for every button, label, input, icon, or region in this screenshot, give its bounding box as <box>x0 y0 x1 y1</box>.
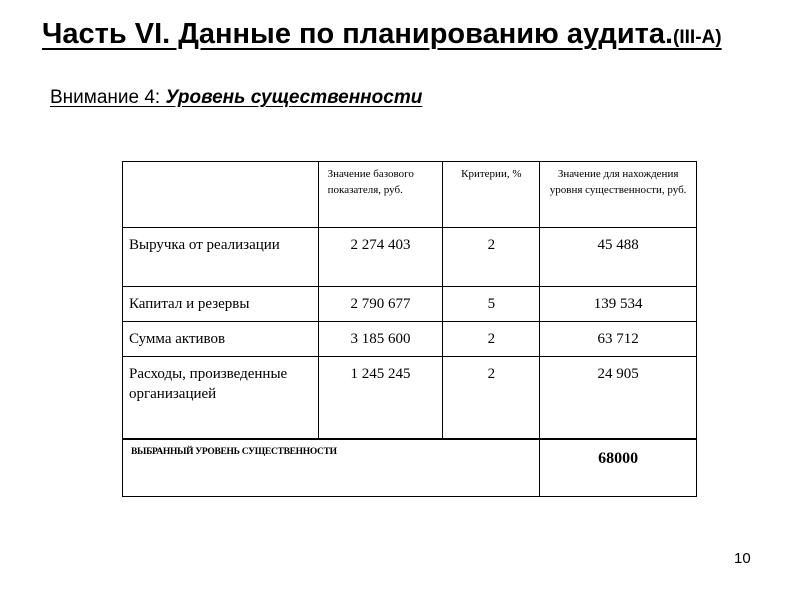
row-criteria: 2 <box>443 357 540 439</box>
header-materiality-value: Значение для нахождения уровня существенности, руб. <box>540 162 697 228</box>
table-row <box>123 357 697 439</box>
selected-materiality-value: 68000 <box>540 439 697 497</box>
row-materiality-value: 63 712 <box>540 322 697 357</box>
row-base-value: 1 245 245 <box>318 357 443 439</box>
header-empty-cell <box>123 162 319 228</box>
materiality-table <box>122 161 697 497</box>
subtitle <box>50 87 422 109</box>
header-base-value: Значение базового показателя, руб. <box>318 162 443 228</box>
subtitle-prefix: Внимание 4: <box>50 87 166 108</box>
row-base-value: 2 790 677 <box>318 287 443 322</box>
row-label: Расходы, произведенные организацией <box>123 357 319 439</box>
table-row <box>123 322 697 357</box>
row-base-value: 2 274 403 <box>318 228 443 287</box>
table-row <box>123 228 697 287</box>
page-number: 10 <box>734 550 751 567</box>
table-header-row <box>123 162 697 228</box>
subtitle-emphasis: Уровень существенности <box>165 87 423 108</box>
page-title <box>42 18 722 51</box>
row-criteria: 5 <box>443 287 540 322</box>
row-label: Капитал и резервы <box>123 287 319 322</box>
row-label: Выручка от реализации <box>123 228 319 287</box>
row-materiality-value: 24 905 <box>540 357 697 439</box>
row-materiality-value: 45 488 <box>540 228 697 287</box>
table-row <box>123 287 697 322</box>
row-criteria: 2 <box>443 228 540 287</box>
header-criteria: Критерии, % <box>443 162 540 228</box>
page-title-suffix: (III-A) <box>673 27 722 48</box>
page-title-main: Часть VI. Данные по планированию аудита. <box>42 18 674 50</box>
selected-materiality-label: ВЫБРАННЫЙ УРОВЕНЬ СУЩЕСТВЕННОСТИ <box>123 439 540 497</box>
row-label: Сумма активов <box>123 322 319 357</box>
row-materiality-value: 139 534 <box>540 287 697 322</box>
row-criteria: 2 <box>443 322 540 357</box>
table-footer-row <box>123 439 697 497</box>
row-base-value: 3 185 600 <box>318 322 443 357</box>
